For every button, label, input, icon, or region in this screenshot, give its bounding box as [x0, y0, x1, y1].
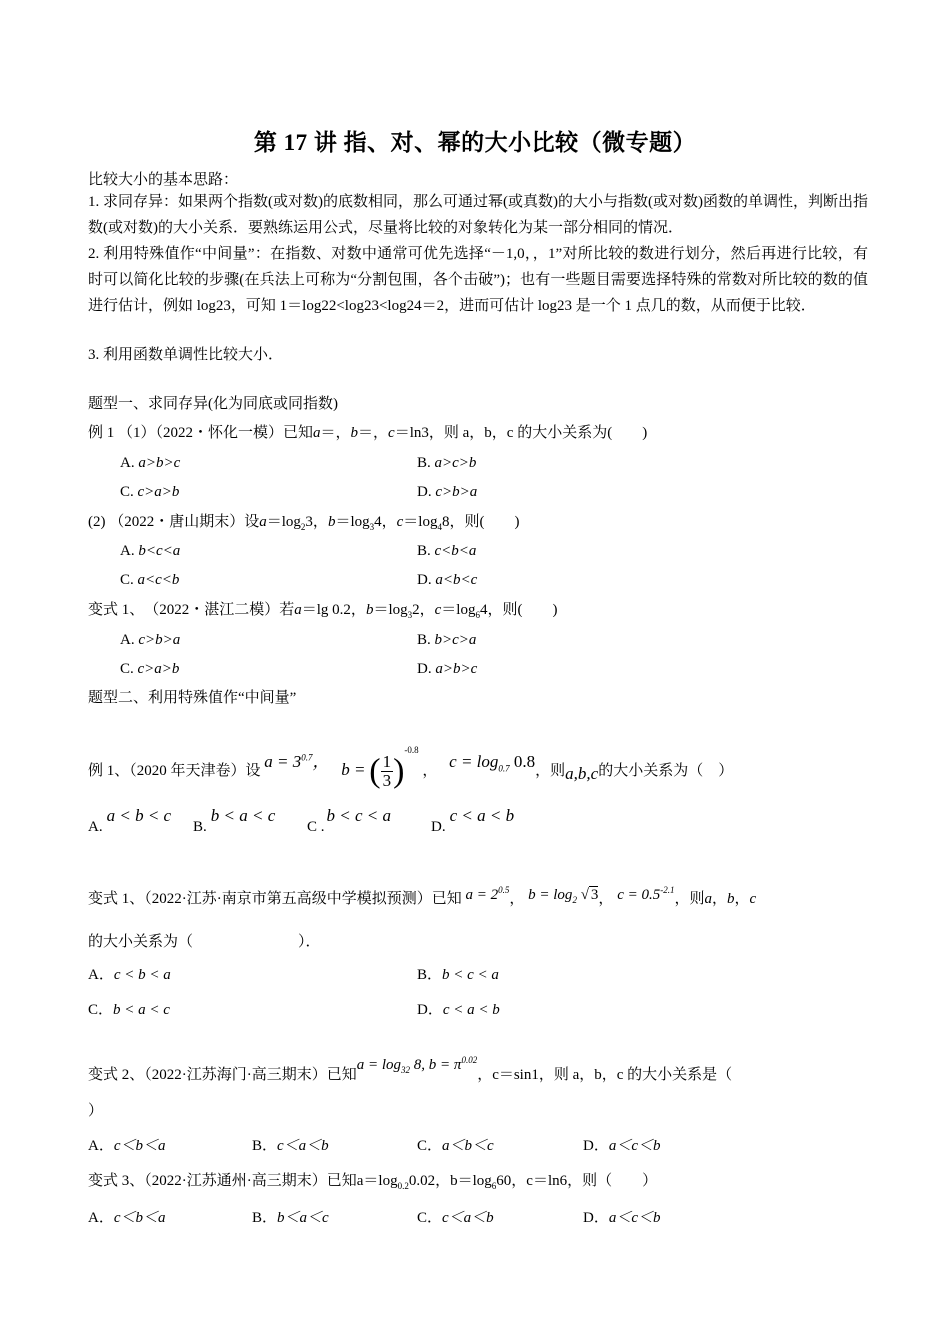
option-a: A．c＜b＜a: [88, 1210, 166, 1226]
intro-heading: 比较大小的基本思路：: [88, 172, 239, 188]
variant-1-stem: 变式 1、 （2022・湛江二模）若a＝lg 0.2，$b=\log_32$，$c=\log_64$，则( ): [88, 602, 558, 620]
option-b: B.b < a < c: [193, 806, 276, 835]
option-d: D. a<b<c: [417, 572, 478, 588]
option-b: B．c＜a＜b: [252, 1138, 329, 1154]
page-title: 第 17 讲 指、对、幂的大小比较（微专题）: [253, 130, 697, 155]
option-d: D．c < a < b: [417, 1002, 500, 1018]
option-c: C．c＜a＜b: [417, 1210, 494, 1226]
intro-point-3: 3. 利用函数单调性比较大小．: [88, 347, 284, 363]
option-b: B. b>c>a: [417, 632, 477, 648]
example-2-1-stem: 例 1、（2020 年天津卷）设 $a = 3^{0.7}$， b = ( $\frac{1}{3}$ )$^{-0.8}$ ， $c = \log_{0.7} 0.8$，则a,b,c的大小关系为（ ）: [88, 745, 734, 791]
option-a: A.a < b < c: [88, 806, 172, 835]
option-a: A. c>b>a: [120, 632, 181, 648]
option-c: C. a<c<b: [120, 572, 180, 588]
option-d: D. a>b>c: [417, 661, 478, 677]
option-d: D．a＜c＜b: [583, 1138, 661, 1154]
option-b: B. a>c>b: [417, 455, 477, 471]
variant-2-1-stem-line2: 的大小关系为（ ）．: [88, 934, 321, 950]
option-c: C．b < a < c: [88, 1002, 170, 1018]
intro-point-2: 2. 利用特殊值作“中间量”：在指数、对数中通常可优先选择“－1,0，，1”对所比较的数进行划分，然后再进行比较，有时可以简化比较的步骤(在兵法上可称为“分割包围，各个击破”)；也有一些题目需要选择特殊的常数对所比较的数的值进行估计，例如 log23，可知 1＝log22<log23<log24＝2，进而可估计 log23 是一个 1 点几的数，从而便于比较．: [88, 246, 868, 314]
variant-2-2-stem: 变式 2、（2022·江苏海门·高三期末）已知$a = \log_{32} 8$, $b = \pi^{0.02}$，c＝sin1，则 a，b，c 的大小关系是（: [88, 1055, 733, 1083]
section-heading-type1: 题型一、求同存异(化为同底或同指数): [88, 396, 338, 412]
option-c: C. c>a>b: [120, 661, 180, 677]
variant-2-1-stem: 变式 1、（2022·江苏·南京市第五高级中学模拟预测）已知 $a = 2^{0.5}$， $b = \log_2$ √ 3， $c = 0.5^{-2.1}$，则a，b，c: [88, 885, 757, 907]
option-d: D．a＜c＜b: [583, 1210, 661, 1226]
option-a: A．c＜b＜a: [88, 1138, 166, 1154]
option-b: B．b＜a＜c: [252, 1210, 329, 1226]
option-a: A. a>b>c: [120, 455, 181, 471]
variant-2-3-stem: 变式 3、（2022·江苏通州·高三期末）已知$a=\log_{0.2}0.02$，$b=\log_660$，c＝ln6，则（ ）: [88, 1173, 658, 1191]
example-1-2-stem: (2) （2022・唐山期末）设$a=\log_23$，$b=\log_34$，$c=\log_48$，则( ): [88, 514, 520, 532]
option-d: D.c < a < b: [431, 806, 515, 835]
variant-2-2-stem-line2: ）: [88, 1103, 104, 1119]
intro-point-1: 1. 求同存异：如果两个指数(或对数)的底数相同，那么可通过幂(或真数)的大小与指数(或对数)函数的单调性，判断出指数(或对数)的大小关系．要熟练运用公式，尽量将比较的对象转化为某一部分相同的情况．: [88, 194, 868, 236]
option-c: C .b < c < a: [307, 806, 392, 835]
option-c: C．a＜b＜c: [417, 1138, 494, 1154]
option-c: C. c>a>b: [120, 484, 180, 500]
example-1-1-stem: 例 1 （1）（2022・怀化一模）已知a＝，b＝，c＝ln3，则 a，b，c 的大小关系为( ): [88, 425, 648, 441]
option-b: B．b < c < a: [417, 967, 499, 983]
option-a: A．c < b < a: [88, 967, 171, 983]
section-heading-type2: 题型二、利用特殊值作“中间量”: [88, 690, 297, 706]
option-b: B. c<b<a: [417, 543, 477, 559]
option-a: A. b<c<a: [120, 543, 181, 559]
option-d: D. c>b>a: [417, 484, 478, 500]
